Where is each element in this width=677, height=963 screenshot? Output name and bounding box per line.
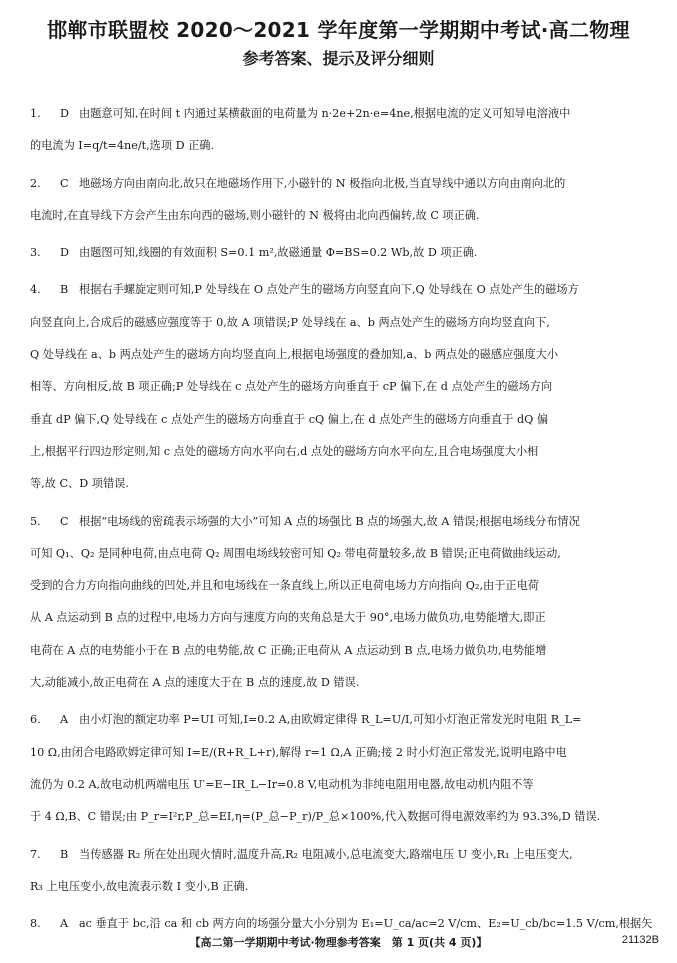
document-subtitle: 参考答案、提示及评分细则 bbox=[242, 49, 435, 68]
explanation-line: 由题图可知,线圈的有效面积 S=0.1 m²,故磁通量 Φ=BS=0.2 Wb,故 D 项正确. bbox=[79, 246, 478, 260]
explanation-line: 10 Ω,由闭合电路欧姆定律可知 I=E/(R+R_L+r),解得 r=1 Ω,A 正确;接 2 时小灯泡正常发光,说明电路中电 bbox=[30, 745, 567, 759]
explanation-line: 向竖直向上,合成后的磁感应强度等于 0,故 A 项错误;P 处导线在 a、b 两点处产生的磁场方向均竖直向下, bbox=[30, 315, 550, 329]
explanation-line: 相等、方向相反,故 B 项正确;P 处导线在 c 点处产生的磁场方向垂直于 cP 偏下,在 d 点处产生的磁场方向 bbox=[30, 380, 553, 394]
question-number: 5. bbox=[30, 514, 41, 528]
question-5 bbox=[30, 506, 654, 700]
explanation-line: 由小灯泡的额定功率 P=UI 可知,I=0.2 A,由欧姆定律得 R_L=U/I,可知小灯泡正常发光时电阻 R_L= bbox=[79, 713, 582, 727]
question-number: 4. bbox=[30, 283, 41, 297]
explanation-line: 受到的合力方向指向曲线的凹处,并且和电场线在一条直线上,所以正电荷电场力方向指向 Q₂,由于正电荷 bbox=[30, 579, 539, 593]
answer-list bbox=[30, 98, 654, 940]
explanation-line: 根据右手螺旋定则可知,P 处导线在 O 点处产生的磁场方向竖直向下,Q 处导线在 O 点处产生的磁场方 bbox=[79, 283, 579, 297]
explanation-line: 地磁场方向由南向北,故只在地磁场作用下,小磁针的 N 极指向北极,当直导线中通以方向由南向北的 bbox=[79, 176, 566, 190]
explanation-line: 上,根据平行四边形定则,知 c 点处的磁场方向水平向右,d 点处的磁场方向水平向左,且合电场强度大小相 bbox=[30, 444, 539, 458]
question-2 bbox=[30, 168, 654, 233]
answer-letter: C bbox=[60, 514, 69, 528]
question-4 bbox=[30, 274, 654, 500]
explanation-line: Q 处导线在 a、b 两点处产生的磁场方向均竖直向上,根据电场强度的叠加知,a、b 两点处的磁感应强度大小 bbox=[30, 348, 559, 362]
answer-letter: A bbox=[60, 713, 69, 727]
document-title: 邯郸市联盟校 2020～2021 学年度第一学期期中考试·高二物理 bbox=[47, 18, 630, 42]
explanation-line: 可知 Q₁、Q₂ 是同种电荷,由点电荷 Q₂ 周围电场线较密可知 Q₂ 带电荷量较多,故 B 错误;正电荷做曲线运动, bbox=[30, 546, 561, 560]
explanation-line: 根据“电场线的密疏表示场强的大小”可知 A 点的场强比 B 点的场强大,故 A 错误;根据电场线分布情况 bbox=[79, 514, 580, 528]
question-number: 3. bbox=[30, 246, 41, 260]
answer-letter: B bbox=[60, 283, 69, 297]
explanation-line: 大,动能减小,故正电荷在 A 点的速度大于在 B 点的速度,故 D 错误. bbox=[30, 676, 360, 690]
question-number: 6. bbox=[30, 713, 41, 727]
explanation-line: 从 A 点运动到 B 点的过程中,电场力方向与速度方向的夹角总是大于 90°,电场力做负功,电势能增大,即正 bbox=[30, 611, 546, 625]
answer-letter: D bbox=[60, 107, 69, 120]
answer-letter: A bbox=[60, 917, 69, 931]
answer-letter: B bbox=[60, 847, 69, 861]
question-7 bbox=[30, 839, 654, 904]
answer-letter: D bbox=[60, 246, 69, 260]
question-number: 2. bbox=[30, 176, 41, 190]
footer-text: 【高二第一学期期中考试·物理参考答案 第 1 页(共 4 页)】 bbox=[189, 936, 488, 949]
answer-letter: C bbox=[60, 176, 69, 190]
question-number: 1. bbox=[30, 107, 41, 120]
explanation-line: 电荷在 A 点的电势能小于在 B 点的电势能,故 C 正确;正电荷从 A 点运动到 B 点,电场力做负功,电势能增 bbox=[30, 643, 547, 657]
question-6 bbox=[30, 704, 654, 833]
explanation-line: 的电流为 I=q/t=4ne/t,选项 D 正确. bbox=[30, 139, 215, 153]
question-number: 7. bbox=[30, 847, 41, 861]
question-1 bbox=[30, 98, 654, 163]
explanation-line: ac 垂直于 bc,沿 ca 和 cb 两方向的场强分量大小分别为 E₁=U_ca/ac=2 V/cm、E₂=U_cb/bc=1.5 V/cm,根据矢 bbox=[79, 917, 653, 931]
explanation-line: 于 4 Ω,B、C 错误;由 P_r=I²r,P_总=EI,η=(P_总−P_r)/P_总×100%,代入数据可得电源效率约为 93.3%,D 错误. bbox=[30, 810, 601, 824]
explanation-line: 流仍为 0.2 A,故电动机两端电压 U′=E−IR_L−Ir=0.8 V,电动机为非纯电阻用电器,故电动机内阻不等 bbox=[30, 777, 534, 791]
question-3 bbox=[30, 237, 654, 269]
explanation-line: 电流时,在直导线下方会产生由东向西的磁场,则小磁针的 N 极将由北向西偏转,故 C 项正确. bbox=[30, 208, 480, 222]
explanation-line: 等,故 C、D 项错误. bbox=[30, 477, 129, 491]
explanation-line: R₃ 上电压变小,故电流表示数 I 变小,B 正确. bbox=[30, 879, 249, 893]
document-code: 21132B bbox=[621, 934, 659, 946]
question-number: 8. bbox=[30, 917, 41, 931]
explanation-line: 当传感器 R₂ 所在处出现火情时,温度升高,R₂ 电阻减小,总电流变大,路端电压 U 变小,R₁ 上电压变大, bbox=[79, 847, 573, 861]
explanation-line: 由题意可知,在时间 t 内通过某横截面的电荷量为 n·2e+2n·e=4ne,根据电流的定义可知导电溶液中 bbox=[79, 107, 571, 120]
explanation-line: 垂直 dP 偏下,Q 处导线在 c 点处产生的磁场方向垂直于 cQ 偏上,在 d 点处产生的磁场方向垂直于 dQ 偏 bbox=[30, 412, 549, 426]
